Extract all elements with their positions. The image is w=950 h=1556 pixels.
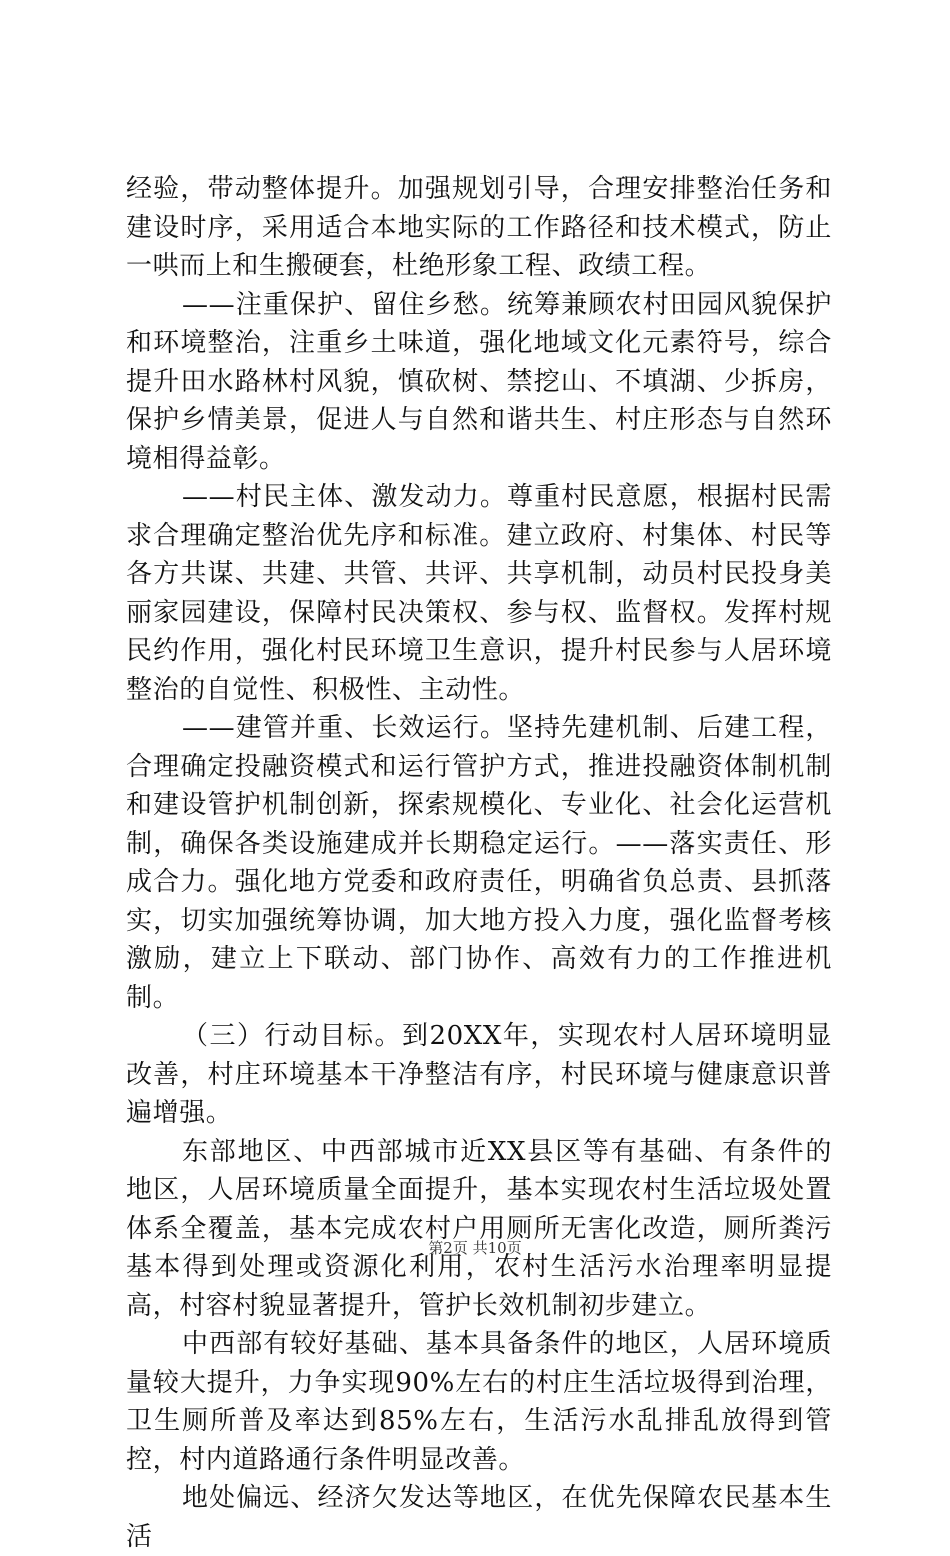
paragraph-villager-subject: ——村民主体、激发动力。尊重村民意愿，根据村民需求合理确定整治优先序和标准。建立政府、村集体、村民等各方共谋、共建、共管、共评、共享机制，动员村民投身美丽家园建设，保障村民决策权、参与权、监督权。发挥村规民约作用，强化村民环境卫生意识，提升村民参与人居环境整治的自觉性、积极性、主动性。: [126, 482, 832, 705]
page-footer: 第2页 共10页: [428, 1239, 522, 1257]
paragraph-eastern-regions: 东部地区、中西部城市近XX县区等有基础、有条件的地区，人居环境质量全面提升，基本实现农村生活垃圾处置体系全覆盖，基本完成农村户用厕所无害化改造，厕所粪污基本得到处理或资源化利用，农村生活污水治理率明显提高，村容村貌显著提升，管护长效机制初步建立。: [126, 1136, 832, 1321]
paragraph-protection: ——注重保护、留住乡愁。统筹兼顾农村田园风貌保护和环境整治，注重乡土味道，强化地域文化元素符号，综合提升田水路林村风貌，慎砍树、禁挖山、不填湖、少拆房，保护乡情美景，促进人与自然和谐共生、村庄形态与自然环境相得益彰。: [126, 289, 832, 474]
paragraph-action-goals: （三）行动目标。到20XX年，实现农村人居环境明显改善，村庄环境基本干净整洁有序，村民环境与健康意识普遍增强。: [126, 1021, 832, 1128]
paragraph-construction-management: ——建管并重、长效运行。坚持先建机制、后建工程，合理确定投融资模式和运行管护方式，推进投融资体制机制和建设管护机制创新，探索规模化、专业化、社会化运营机制，确保各类设施建成并长期稳定运行。——落实责任、形成合力。强化地方党委和政府责任，明确省负总责、县抓落实，切实加强统筹协调，加大地方投入力度，强化监督考核激励，建立上下联动、部门协作、高效有力的工作推进机制。: [126, 713, 832, 1013]
paragraph-remote-regions: 地处偏远、经济欠发达等地区，在优先保障农民基本生活: [126, 1483, 832, 1552]
paragraph-continuation: 经验，带动整体提升。加强规划引导，合理安排整治任务和建设时序，采用适合本地实际的工作路径和技术模式，防止一哄而上和生搬硬套，杜绝形象工程、政绩工程。: [126, 174, 832, 281]
paragraph-central-western-regions: 中西部有较好基础、基本具备条件的地区，人居环境质量较大提升，力争实现90%左右的村庄生活垃圾得到治理，卫生厕所普及率达到85%左右，生活污水乱排乱放得到管控，村内道路通行条件明显改善。: [126, 1329, 832, 1475]
document-body: [126, 170, 832, 1556]
